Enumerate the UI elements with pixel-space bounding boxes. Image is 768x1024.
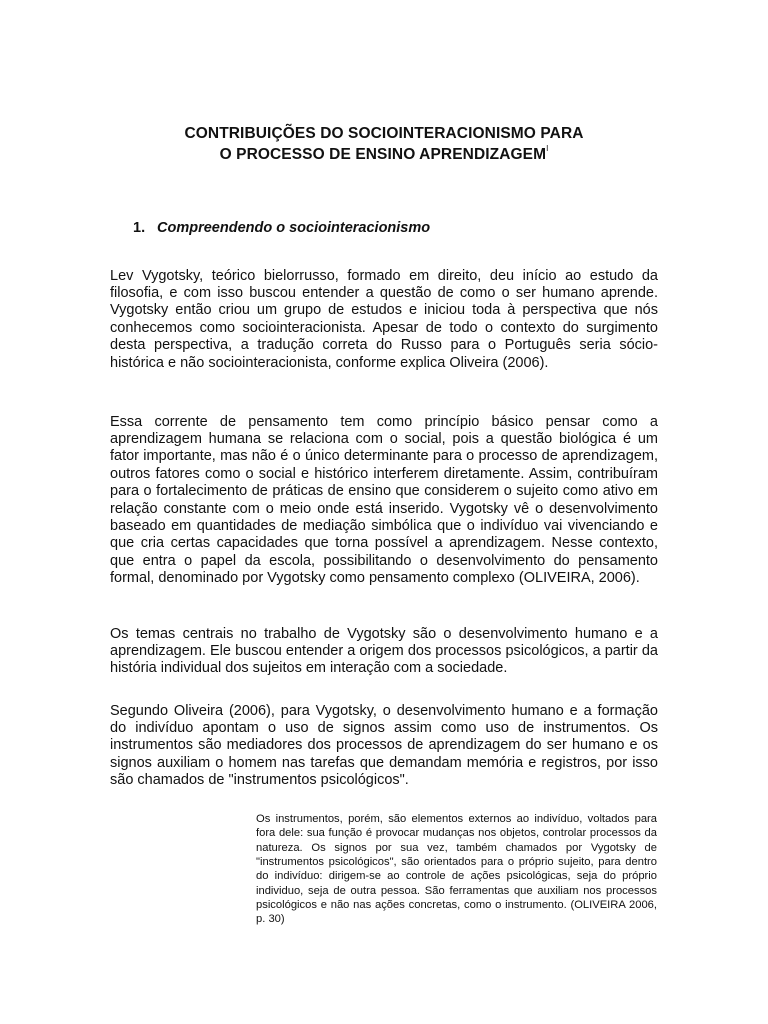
paragraph-1: Lev Vygotsky, teórico bielorrusso, formado em direito, deu início ao estudo da filosofia, e com isso buscou entender a questão de como o ser humano aprende. Vygotsky então criou um grupo de estudos e iniciou toda à perspectiva que nós conhecemos como sociointeracionista. Apesar de todo o contexto do surgimento desta perspectiva, a tradução correta do Russo para o Português seria sócio-histórica e não sociointeracionista, conforme explica Oliveira (2006). (110, 267, 658, 371)
title-footnote-marker: I (546, 144, 549, 153)
title-line-2-text: O PROCESSO DE ENSINO APRENDIZAGEM (219, 146, 547, 163)
paragraph-4: Segundo Oliveira (2006), para Vygotsky, o desenvolvimento humano e a formação do indivíduo apontam o uso de signos assim como uso de instrumentos. Os instrumentos são mediadores dos processos de aprendizagem do ser humano e os signos auxiliam o homem nas tarefas que demandam memória e registros, por isso são chamados de "instrumentos psicológicos". (110, 702, 658, 789)
section-heading-text: Compreendendo o sociointeracionismo (157, 220, 431, 236)
document-title (0, 123, 768, 165)
paragraph-2: Essa corrente de pensamento tem como princípio básico pensar como a aprendizagem humana se relaciona com o social, pois a questão biológica é um fator importante, mas não é o único determinante para o processo de aprendizagem, outros fatores como o social e histórico interferem diretamente. Assim, contribuíram para o fortalecimento de práticas de ensino que considerem o sujeito como ativo em relação constante com o meio onde está inserido. Vygotsky vê o desenvolvimento baseado em quantidades de mediação simbólica que o indivíduo vai vivenciando e que cria certas capacidades que torna possível a aprendizagem. Nesse contexto, que entra o papel da escola, possibilitando o desenvolvimento do pensamento formal, denominado por Vygotsky como pensamento complexo (OLIVEIRA, 2006). (110, 413, 658, 587)
title-line-1: CONTRIBUIÇÕES DO SOCIOINTERACIONISMO PARA (184, 125, 584, 142)
paragraph-3: Os temas centrais no trabalho de Vygotsky são o desenvolvimento humano e a aprendizagem. Ele buscou entender a origem dos processos psicológicos, a partir da história individual dos sujeitos em interação com a sociedade. (110, 625, 658, 677)
title-line-2 (0, 144, 768, 165)
section-heading (133, 218, 430, 238)
section-number: 1. (133, 220, 146, 236)
block-quote: Os instrumentos, porém, são elementos externos ao indivíduo, voltados para fora dele: sua função é provocar mudanças nos objetos, controlar processos da natureza. Os signos por sua vez, também chamados por Vygotsky de "instrumentos psicológicos", são orientados para o próprio sujeito, para dentro do indivíduo: dirigem-se ao controle de ações psicológicas, seja do próprio individuo, seja de outra pessoa. São ferramentas que auxiliam nos processos psicológicos e não nas ações concretas, como o instrumento. (OLIVEIRA 2006, p. 30) (256, 813, 657, 926)
